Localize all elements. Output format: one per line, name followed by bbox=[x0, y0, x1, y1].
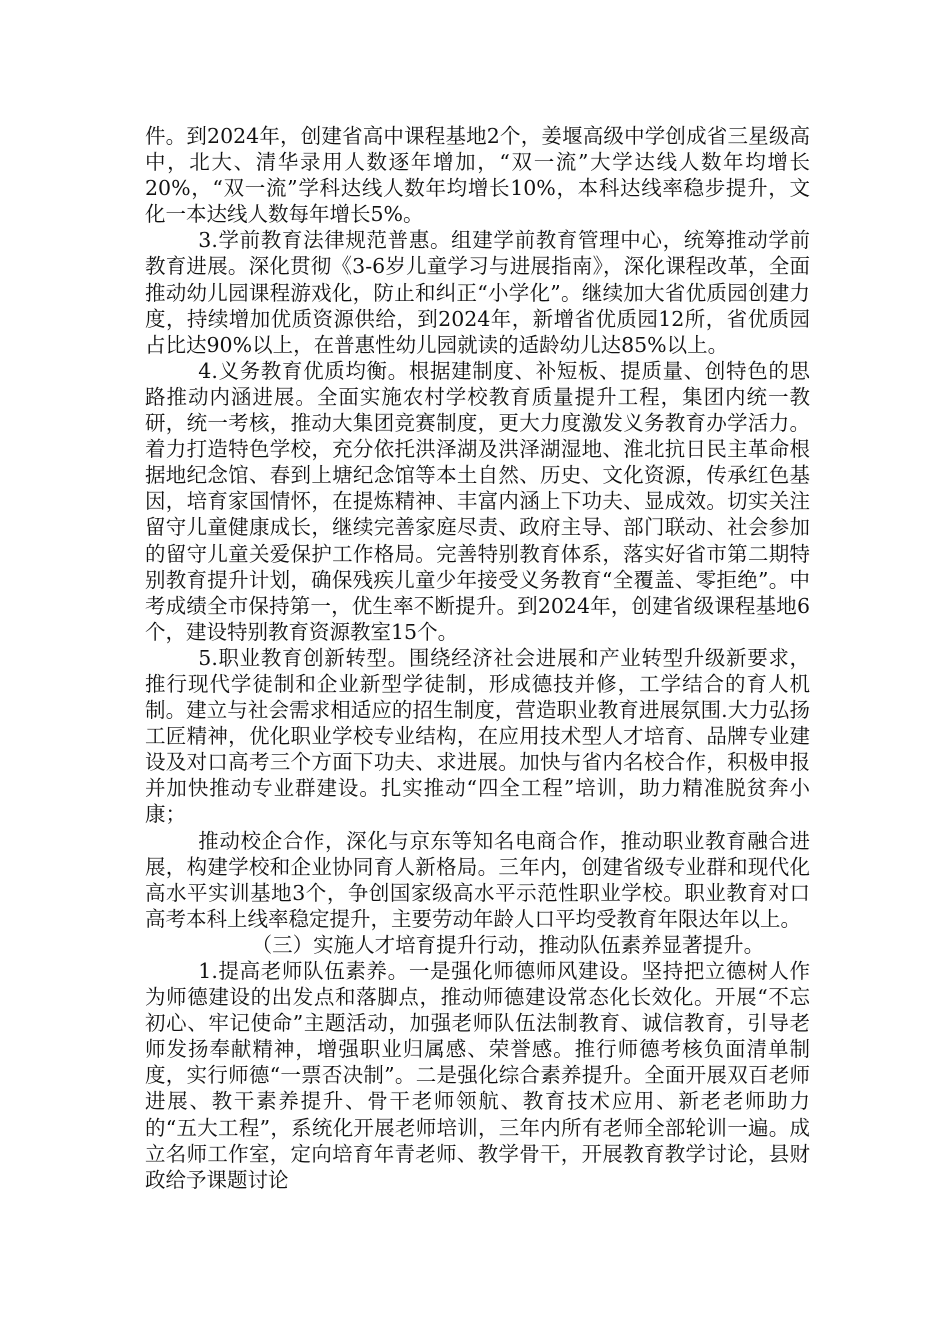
paragraph-vocational-education: 5.职业教育创新转型。围绕经济社会进展和产业转型升级新要求，推行现代学徒制和企业新型学徒制，形成德技并修，工学结合的育人机制。建立与社会需求相适应的招生制度，营造职业教育进展氛围.大力弘扬工匠精神，优化职业学校专业结构，在应用技术型人才培育、品牌专业建设及对口高考三个方面下功夫、求进展。加快与省内名校合作，积极申报并加快推动专业群建设。扎实推动“四全工程”培训，助力精准脱贫奔小康； bbox=[145, 645, 810, 827]
paragraph-continued: 件。到2024年，创建省高中课程基地2个，姜堰高级中学创成省三星级高中，北大、清华录用人数逐年增加，“双一流”大学达线人数年均增长20%，“双一流”学科达线人数年均增长10%，本科达线率稳步提升，文化一本达线人数每年增长5%。 bbox=[145, 124, 810, 227]
paragraph-teacher-quality: 1.提高老师队伍素养。一是强化师德师风建设。坚持把立德树人作为师德建设的出发点和落脚点，推动师德建设常态化长效化。开展“不忘初心、牢记使命”主题活动，加强老师队伍法制教育、诚信教育，引导老师发扬奉献精神，增强职业归属感、荣誉感。推行师德考核负面清单制度，实行师德“一票否决制”。二是强化综合素养提升。全面开展双百老师进展、教干素养提升、骨干老师领航、教育技术应用、新老老师助力的“五大工程”，系统化开展老师培训，三年内所有老师全部轮训一遍。成立名师工作室，定向培育年青老师、教学骨干，开展教育教学讨论，县财政给予课题讨论 bbox=[145, 959, 810, 1192]
document-page bbox=[145, 123, 810, 1193]
section-heading-talent: （三）实施人才培育提升行动，推动队伍素养显著提升。 bbox=[251, 932, 765, 957]
paragraph-school-enterprise: 推动校企合作，深化与京东等知名电商合作，推动职业教育融合进展，构建学校和企业协同育人新格局。三年内，创建省级专业群和现代化高水平实训基地3个，争创国家级高水平示范性职业学校。职业教育对口高考本科上线率稳定提升，主要劳动年龄人口平均受教育年限达年以上。 bbox=[145, 828, 810, 931]
paragraph-compulsory-education: 4.义务教育优质均衡。根据建制度、补短板、提质量、创特色的思路推动内涵进展。全面实施农村学校教育质量提升工程，集团内统一教研，统一考核，推动大集团竞赛制度，更大力度激发义务教育办学活力。着力打造特色学校，充分依托洪泽湖及洪泽湖湿地、淮北抗日民主革命根据地纪念馆、春到上塘纪念馆等本土自然、历史、文化资源，传承红色基因，培育家国情怀，在提炼精神、丰富内涵上下功夫、显成效。切实关注留守儿童健康成长，继续完善家庭尽责、政府主导、部门联动、社会参加的留守儿童关爱保护工作格局。完善特别教育体系，落实好省市第二期特别教育提升计划，确保残疾儿童少年接受义务教育“全覆盖、零拒绝”。中考成绩全市保持第一，优生率不断提升。到2024年，创建省级课程基地6个，建设特别教育资源教室15个。 bbox=[145, 358, 810, 644]
paragraph-preschool-education: 3.学前教育法律规范普惠。组建学前教育管理中心，统筹推动学前教育进展。深化贯彻《3-6岁儿童学习与进展指南》，深化课程改革，全面推动幼儿园课程游戏化，防止和纠正“小学化”。继续加大省优质园创建力度，持续增加优质资源供给，到2024年，新增省优质园12所，省优质园占比达90%以上，在普惠性幼儿园就读的适龄幼儿达85%以上。 bbox=[145, 228, 810, 357]
